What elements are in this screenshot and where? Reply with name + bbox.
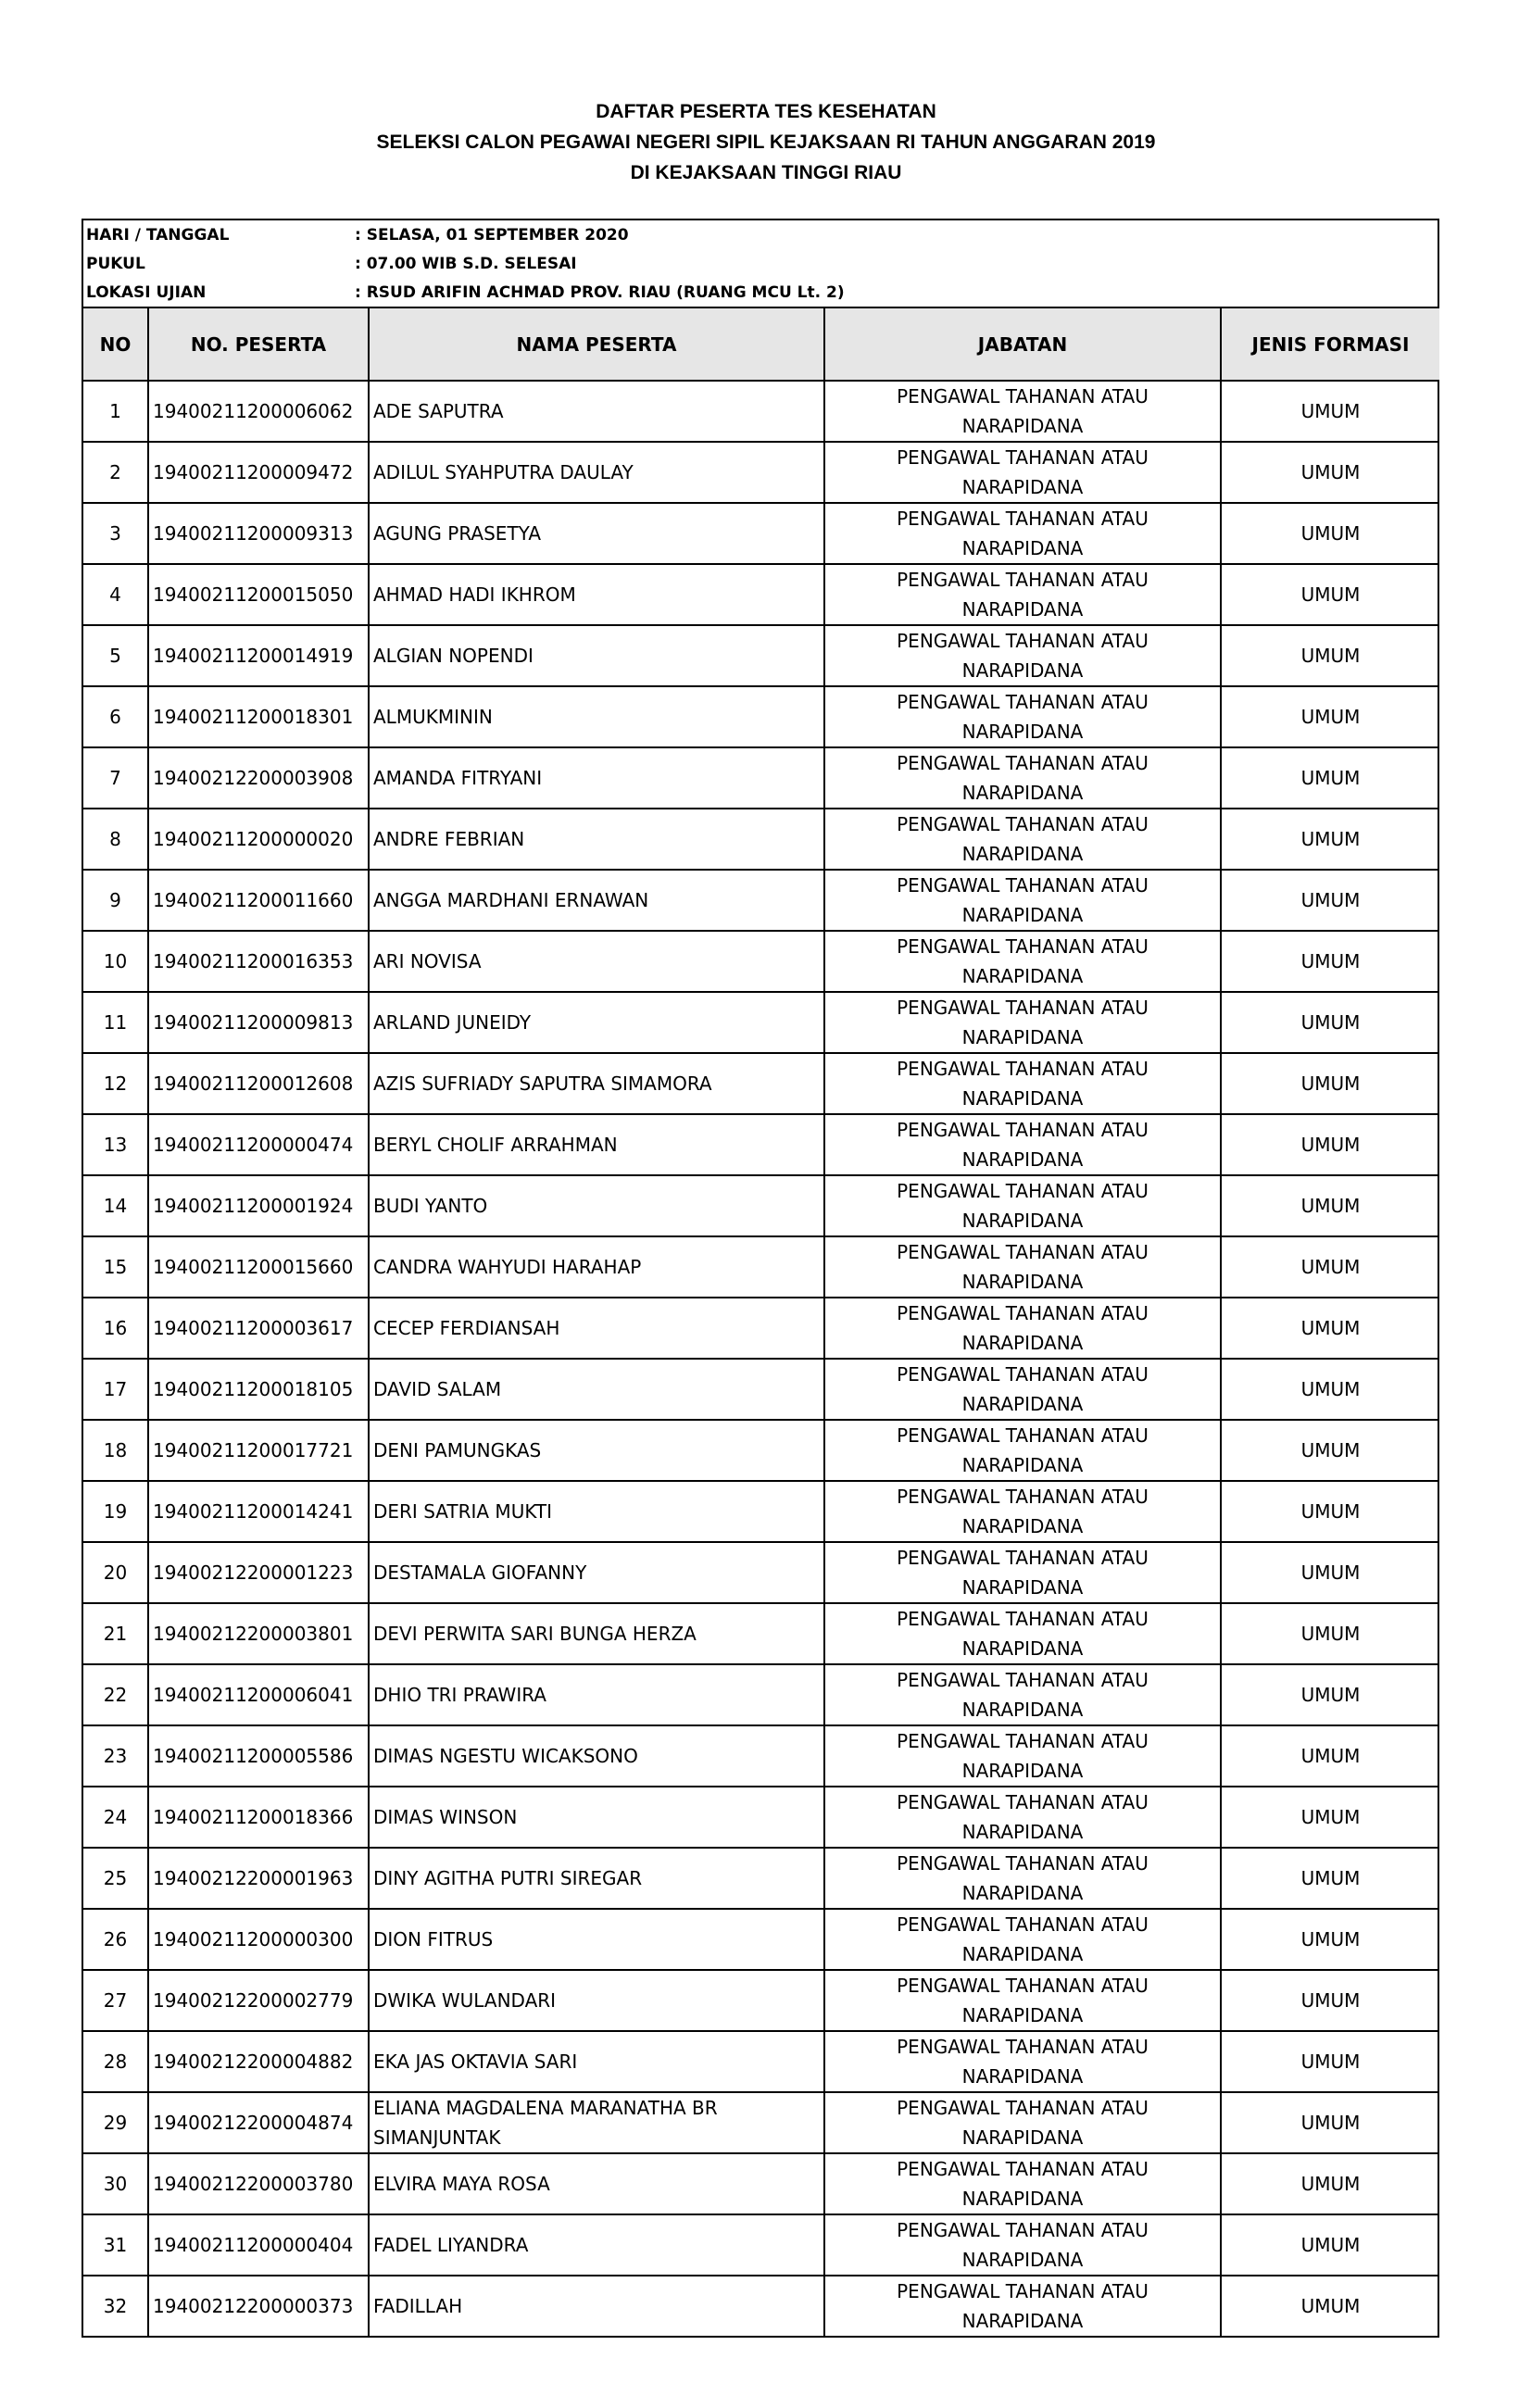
participant-name-cell: DERI SATRIA MUKTI <box>369 1481 824 1542</box>
participant-number-cell: 19400211200017721 <box>148 1420 369 1481</box>
row-number-cell: 20 <box>83 1542 148 1603</box>
participant-number-cell: 19400211200009813 <box>148 992 369 1053</box>
row-number-cell: 22 <box>83 1664 148 1725</box>
document-location-title: DI KEJAKSAAN TINGGI RIAU <box>630 162 902 183</box>
participant-number-cell: 19400211200000404 <box>148 2214 369 2276</box>
table-row <box>83 503 1439 564</box>
formation-type-cell: UMUM <box>1221 1481 1439 1542</box>
participant-name-cell: ARI NOVISA <box>369 931 824 992</box>
location-label: LOKASI UJIAN <box>86 282 207 302</box>
participant-number-cell: 19400211200018301 <box>148 686 369 747</box>
participant-name-cell: FADILLAH <box>369 2276 824 2336</box>
position-cell: PENGAWAL TAHANAN ATAU NARAPIDANA <box>824 564 1221 625</box>
row-number-cell: 31 <box>83 2214 148 2276</box>
formation-type-cell: UMUM <box>1221 686 1439 747</box>
position-cell: PENGAWAL TAHANAN ATAU NARAPIDANA <box>824 1970 1221 2031</box>
formation-type-cell: UMUM <box>1221 1420 1439 1481</box>
formation-type-cell: UMUM <box>1221 2214 1439 2276</box>
row-number-cell: 9 <box>83 870 148 931</box>
row-number-cell: 21 <box>83 1603 148 1664</box>
row-number-cell: 12 <box>83 1053 148 1114</box>
position-cell: PENGAWAL TAHANAN ATAU NARAPIDANA <box>824 1787 1221 1848</box>
row-number-cell: 25 <box>83 1848 148 1909</box>
participant-number-cell: 19400211200000020 <box>148 809 369 870</box>
row-number-cell: 28 <box>83 2031 148 2092</box>
formation-type-cell: UMUM <box>1221 1359 1439 1420</box>
participant-number-cell: 19400212200003780 <box>148 2153 369 2214</box>
table-row <box>83 809 1439 870</box>
participant-number-cell: 19400212200000373 <box>148 2276 369 2336</box>
participant-number-cell: 19400211200006041 <box>148 1664 369 1725</box>
table-row <box>83 2214 1439 2276</box>
table-row <box>83 625 1439 686</box>
participant-name-cell: DIMAS WINSON <box>369 1787 824 1848</box>
participant-name-cell: DWIKA WULANDARI <box>369 1970 824 2031</box>
position-cell: PENGAWAL TAHANAN ATAU NARAPIDANA <box>824 1664 1221 1725</box>
formation-type-cell: UMUM <box>1221 1970 1439 2031</box>
row-number-cell: 6 <box>83 686 148 747</box>
table-row <box>83 747 1439 809</box>
table-row <box>83 1053 1439 1114</box>
row-number-cell: 7 <box>83 747 148 809</box>
position-cell: PENGAWAL TAHANAN ATAU NARAPIDANA <box>824 1542 1221 1603</box>
participant-name-cell: AHMAD HADI IKHROM <box>369 564 824 625</box>
participant-name-cell: CECEP FERDIANSAH <box>369 1298 824 1359</box>
column-header-participant-name: NAMA PESERTA <box>369 307 824 381</box>
formation-type-cell: UMUM <box>1221 809 1439 870</box>
position-cell: PENGAWAL TAHANAN ATAU NARAPIDANA <box>824 1909 1221 1970</box>
participant-number-cell: 19400211200003617 <box>148 1298 369 1359</box>
formation-type-cell: UMUM <box>1221 1114 1439 1175</box>
participant-number-cell: 19400212200003908 <box>148 747 369 809</box>
table-row <box>83 1664 1439 1725</box>
position-cell: PENGAWAL TAHANAN ATAU NARAPIDANA <box>824 686 1221 747</box>
formation-type-cell: UMUM <box>1221 1787 1439 1848</box>
position-cell: PENGAWAL TAHANAN ATAU NARAPIDANA <box>824 2276 1221 2336</box>
table-row <box>83 1236 1439 1298</box>
formation-type-cell: UMUM <box>1221 2092 1439 2153</box>
table-row <box>83 1603 1439 1664</box>
participant-name-cell: ADE SAPUTRA <box>369 381 824 442</box>
position-cell: PENGAWAL TAHANAN ATAU NARAPIDANA <box>824 625 1221 686</box>
position-cell: PENGAWAL TAHANAN ATAU NARAPIDANA <box>824 931 1221 992</box>
row-number-cell: 1 <box>83 381 148 442</box>
formation-type-cell: UMUM <box>1221 1298 1439 1359</box>
formation-type-cell: UMUM <box>1221 1909 1439 1970</box>
participant-number-cell: 19400212200002779 <box>148 1970 369 2031</box>
position-cell: PENGAWAL TAHANAN ATAU NARAPIDANA <box>824 1848 1221 1909</box>
participant-number-cell: 19400211200018105 <box>148 1359 369 1420</box>
document-subtitle: SELEKSI CALON PEGAWAI NEGERI SIPIL KEJAKSAAN RI TAHUN ANGGARAN 2019 <box>376 132 1156 153</box>
participant-number-cell: 19400212200001963 <box>148 1848 369 1909</box>
time-value: : 07.00 WIB S.D. SELESAI <box>355 254 577 273</box>
position-cell: PENGAWAL TAHANAN ATAU NARAPIDANA <box>824 1420 1221 1481</box>
formation-type-cell: UMUM <box>1221 1542 1439 1603</box>
participant-number-cell: 19400211200000474 <box>148 1114 369 1175</box>
formation-type-cell: UMUM <box>1221 1053 1439 1114</box>
table-row <box>83 2153 1439 2214</box>
formation-type-cell: UMUM <box>1221 1848 1439 1909</box>
row-number-cell: 3 <box>83 503 148 564</box>
participant-number-cell: 19400211200015660 <box>148 1236 369 1298</box>
position-cell: PENGAWAL TAHANAN ATAU NARAPIDANA <box>824 1603 1221 1664</box>
info-row-location <box>83 278 1438 307</box>
row-number-cell: 24 <box>83 1787 148 1848</box>
participant-name-cell: ALGIAN NOPENDI <box>369 625 824 686</box>
row-number-cell: 8 <box>83 809 148 870</box>
position-cell: PENGAWAL TAHANAN ATAU NARAPIDANA <box>824 992 1221 1053</box>
participant-name-cell: ARLAND JUNEIDY <box>369 992 824 1053</box>
position-cell: PENGAWAL TAHANAN ATAU NARAPIDANA <box>824 1175 1221 1236</box>
participant-list-frame <box>82 219 1439 2338</box>
participant-number-cell: 19400212200003801 <box>148 1603 369 1664</box>
participant-number-cell: 19400211200009313 <box>148 503 369 564</box>
position-cell: PENGAWAL TAHANAN ATAU NARAPIDANA <box>824 503 1221 564</box>
participant-name-cell: DHIO TRI PRAWIRA <box>369 1664 824 1725</box>
info-row-time <box>83 249 1438 278</box>
row-number-cell: 4 <box>83 564 148 625</box>
participant-name-cell: EKA JAS OKTAVIA SARI <box>369 2031 824 2092</box>
day-value: : SELASA, 01 SEPTEMBER 2020 <box>355 225 629 245</box>
participant-number-cell: 19400211200001924 <box>148 1175 369 1236</box>
participant-number-cell: 19400211200000300 <box>148 1909 369 1970</box>
row-number-cell: 15 <box>83 1236 148 1298</box>
participant-name-cell: BUDI YANTO <box>369 1175 824 1236</box>
position-cell: PENGAWAL TAHANAN ATAU NARAPIDANA <box>824 1725 1221 1787</box>
position-cell: PENGAWAL TAHANAN ATAU NARAPIDANA <box>824 747 1221 809</box>
row-number-cell: 10 <box>83 931 148 992</box>
formation-type-cell: UMUM <box>1221 1664 1439 1725</box>
participant-name-cell: ELVIRA MAYA ROSA <box>369 2153 824 2214</box>
formation-type-cell: UMUM <box>1221 2153 1439 2214</box>
row-number-cell: 27 <box>83 1970 148 2031</box>
participant-name-cell: DIMAS NGESTU WICAKSONO <box>369 1725 824 1787</box>
formation-type-cell: UMUM <box>1221 1236 1439 1298</box>
exam-info-block <box>83 220 1438 307</box>
table-row <box>83 931 1439 992</box>
row-number-cell: 26 <box>83 1909 148 1970</box>
participant-number-cell: 19400212200004882 <box>148 2031 369 2092</box>
position-cell: PENGAWAL TAHANAN ATAU NARAPIDANA <box>824 1298 1221 1359</box>
participant-name-cell: DINY AGITHA PUTRI SIREGAR <box>369 1848 824 1909</box>
formation-type-cell: UMUM <box>1221 442 1439 503</box>
table-body <box>83 381 1439 2336</box>
participant-number-cell: 19400211200014241 <box>148 1481 369 1542</box>
position-cell: PENGAWAL TAHANAN ATAU NARAPIDANA <box>824 2153 1221 2214</box>
participant-name-cell: DAVID SALAM <box>369 1359 824 1420</box>
participant-number-cell: 19400211200015050 <box>148 564 369 625</box>
position-cell: PENGAWAL TAHANAN ATAU NARAPIDANA <box>824 1481 1221 1542</box>
table-row <box>83 1848 1439 1909</box>
row-number-cell: 29 <box>83 2092 148 2153</box>
participant-name-cell: ALMUKMININ <box>369 686 824 747</box>
formation-type-cell: UMUM <box>1221 1603 1439 1664</box>
formation-type-cell: UMUM <box>1221 503 1439 564</box>
position-cell: PENGAWAL TAHANAN ATAU NARAPIDANA <box>824 2092 1221 2153</box>
table-row <box>83 1481 1439 1542</box>
participant-name-cell: AZIS SUFRIADY SAPUTRA SIMAMORA <box>369 1053 824 1114</box>
participant-name-cell: DENI PAMUNGKAS <box>369 1420 824 1481</box>
table-row <box>83 1725 1439 1787</box>
table-row <box>83 2276 1439 2336</box>
position-cell: PENGAWAL TAHANAN ATAU NARAPIDANA <box>824 1236 1221 1298</box>
position-cell: PENGAWAL TAHANAN ATAU NARAPIDANA <box>824 870 1221 931</box>
formation-type-cell: UMUM <box>1221 625 1439 686</box>
table-row <box>83 1909 1439 1970</box>
table-row <box>83 686 1439 747</box>
row-number-cell: 14 <box>83 1175 148 1236</box>
participant-name-cell: DION FITRUS <box>369 1909 824 1970</box>
position-cell: PENGAWAL TAHANAN ATAU NARAPIDANA <box>824 2031 1221 2092</box>
formation-type-cell: UMUM <box>1221 2031 1439 2092</box>
participant-number-cell: 19400211200018366 <box>148 1787 369 1848</box>
column-header-formation-type: JENIS FORMASI <box>1221 307 1439 381</box>
participant-name-cell: ANDRE FEBRIAN <box>369 809 824 870</box>
table-row <box>83 1298 1439 1359</box>
participant-name-cell: DEVI PERWITA SARI BUNGA HERZA <box>369 1603 824 1664</box>
table-row <box>83 992 1439 1053</box>
row-number-cell: 17 <box>83 1359 148 1420</box>
table-row <box>83 564 1439 625</box>
table-row <box>83 1420 1439 1481</box>
participant-name-cell: DESTAMALA GIOFANNY <box>369 1542 824 1603</box>
position-cell: PENGAWAL TAHANAN ATAU NARAPIDANA <box>824 1114 1221 1175</box>
info-row-day <box>83 220 1438 249</box>
day-label: HARI / TANGGAL <box>86 225 230 245</box>
position-cell: PENGAWAL TAHANAN ATAU NARAPIDANA <box>824 442 1221 503</box>
formation-type-cell: UMUM <box>1221 992 1439 1053</box>
participant-name-cell: AMANDA FITRYANI <box>369 747 824 809</box>
row-number-cell: 2 <box>83 442 148 503</box>
table-row <box>83 1787 1439 1848</box>
position-cell: PENGAWAL TAHANAN ATAU NARAPIDANA <box>824 1053 1221 1114</box>
time-label: PUKUL <box>86 254 145 273</box>
row-number-cell: 11 <box>83 992 148 1053</box>
position-cell: PENGAWAL TAHANAN ATAU NARAPIDANA <box>824 1359 1221 1420</box>
row-number-cell: 18 <box>83 1420 148 1481</box>
row-number-cell: 16 <box>83 1298 148 1359</box>
position-cell: PENGAWAL TAHANAN ATAU NARAPIDANA <box>824 2214 1221 2276</box>
formation-type-cell: UMUM <box>1221 747 1439 809</box>
table-row <box>83 442 1439 503</box>
formation-type-cell: UMUM <box>1221 381 1439 442</box>
column-header-position: JABATAN <box>824 307 1221 381</box>
formation-type-cell: UMUM <box>1221 1175 1439 1236</box>
row-number-cell: 5 <box>83 625 148 686</box>
participant-number-cell: 19400211200012608 <box>148 1053 369 1114</box>
formation-type-cell: UMUM <box>1221 931 1439 992</box>
row-number-cell: 19 <box>83 1481 148 1542</box>
table-row <box>83 1542 1439 1603</box>
participant-name-cell: ELIANA MAGDALENA MARANATHA BR SIMANJUNTAK <box>369 2092 824 2153</box>
column-header-participant-number: NO. PESERTA <box>148 307 369 381</box>
table-row <box>83 1175 1439 1236</box>
table-row <box>83 2031 1439 2092</box>
table-row <box>83 381 1439 442</box>
participant-name-cell: CANDRA WAHYUDI HARAHAP <box>369 1236 824 1298</box>
participant-number-cell: 19400212200004874 <box>148 2092 369 2153</box>
row-number-cell: 13 <box>83 1114 148 1175</box>
position-cell: PENGAWAL TAHANAN ATAU NARAPIDANA <box>824 809 1221 870</box>
table-header-row <box>83 307 1439 381</box>
participant-name-cell: FADEL LIYANDRA <box>369 2214 824 2276</box>
row-number-cell: 32 <box>83 2276 148 2336</box>
formation-type-cell: UMUM <box>1221 1725 1439 1787</box>
participant-name-cell: AGUNG PRASETYA <box>369 503 824 564</box>
table-row <box>83 1970 1439 2031</box>
formation-type-cell: UMUM <box>1221 2276 1439 2336</box>
row-number-cell: 30 <box>83 2153 148 2214</box>
participant-number-cell: 19400211200006062 <box>148 381 369 442</box>
table-row <box>83 1114 1439 1175</box>
table-row <box>83 870 1439 931</box>
participant-name-cell: ANGGA MARDHANI ERNAWAN <box>369 870 824 931</box>
location-value: : RSUD ARIFIN ACHMAD PROV. RIAU (RUANG MCU Lt. 2) <box>355 282 845 302</box>
participant-name-cell: ADILUL SYAHPUTRA DAULAY <box>369 442 824 503</box>
participant-number-cell: 19400211200016353 <box>148 931 369 992</box>
formation-type-cell: UMUM <box>1221 870 1439 931</box>
formation-type-cell: UMUM <box>1221 564 1439 625</box>
participant-name-cell: BERYL CHOLIF ARRAHMAN <box>369 1114 824 1175</box>
position-cell: PENGAWAL TAHANAN ATAU NARAPIDANA <box>824 381 1221 442</box>
column-header-no: NO <box>83 307 148 381</box>
table-row <box>83 2092 1439 2153</box>
participant-table <box>83 307 1439 2336</box>
participant-number-cell: 19400211200014919 <box>148 625 369 686</box>
document-title: DAFTAR PESERTA TES KESEHATAN <box>596 101 936 122</box>
participant-number-cell: 19400211200009472 <box>148 442 369 503</box>
table-row <box>83 1359 1439 1420</box>
row-number-cell: 23 <box>83 1725 148 1787</box>
participant-number-cell: 19400211200011660 <box>148 870 369 931</box>
participant-number-cell: 19400212200001223 <box>148 1542 369 1603</box>
participant-number-cell: 19400211200005586 <box>148 1725 369 1787</box>
